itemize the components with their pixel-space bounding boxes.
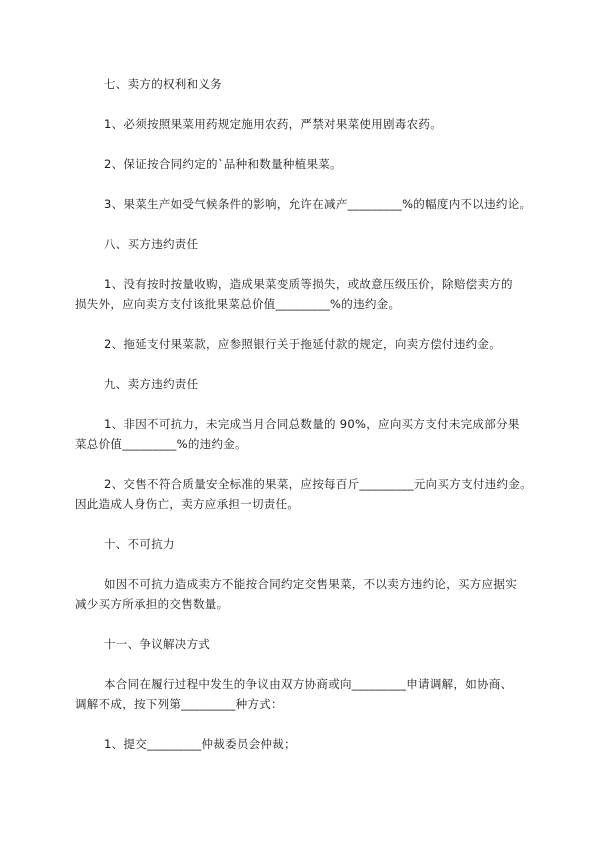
section-9-item-1-line-1: 1、非因不可抗力，未完成当月合同总数量的 90%，应向买方支付未完成部分果 [104,417,520,431]
section-7-item-3: 3、果菜生产如受气候条件的影响，允许在减产_________%的幅度内不以违约论。 [104,197,532,211]
section-8-item-1-line-1: 1、没有按时按量收购，造成果菜变质等损失，或故意压级压价，除赔偿卖方的 [104,277,513,291]
section-10-para-line-2: 减少买方所承担的交售数量。 [75,597,229,611]
section-8-item-1-line-2: 损失外，应向卖方支付该批果菜总价值_________%的违约金。 [75,297,401,311]
section-7-item-2: 2、保证按合同约定的`品种和数量种植果菜。 [104,157,342,171]
section-11-para-line-1: 本合同在履行过程中发生的争议由双方协商或向_________申请调解，如协商、 [104,677,513,691]
section-9-item-2-line-2: 因此造成人身伤亡，卖方应承担一切责任。 [75,497,300,511]
section-9-item-1-line-2: 菜总价值_________%的违约金。 [75,437,247,451]
section-8-item-2: 2、拖延支付果菜款，应参照银行关于拖延付款的规定，向卖方偿付违约金。 [104,337,502,351]
section-7-heading: 七、卖方的权利和义务 [104,77,222,91]
section-9-item-2-line-1: 2、交售不符合质量安全标准的果菜，应按每百斤_________元向买方支付违约金。 [104,477,532,491]
section-11-para-line-2: 调解不成，按下列第_________种方式： [75,697,283,711]
section-10-para-line-1: 如因不可抗力造成卖方不能按合同约定交售果菜，不以卖方违约论，买方应据实 [104,577,517,591]
section-8-heading: 八、买方违约责任 [104,237,199,251]
section-11-heading: 十一、争议解决方式 [104,637,211,651]
section-10-heading: 十、不可抗力 [104,537,175,551]
section-9-heading: 九、卖方违约责任 [104,377,199,391]
section-7-item-1: 1、必须按照果菜用药规定施用农药，严禁对果菜使用剧毒农药。 [104,117,443,131]
section-11-item-1: 1、提交_________仲裁委员会仲裁； [104,737,296,751]
